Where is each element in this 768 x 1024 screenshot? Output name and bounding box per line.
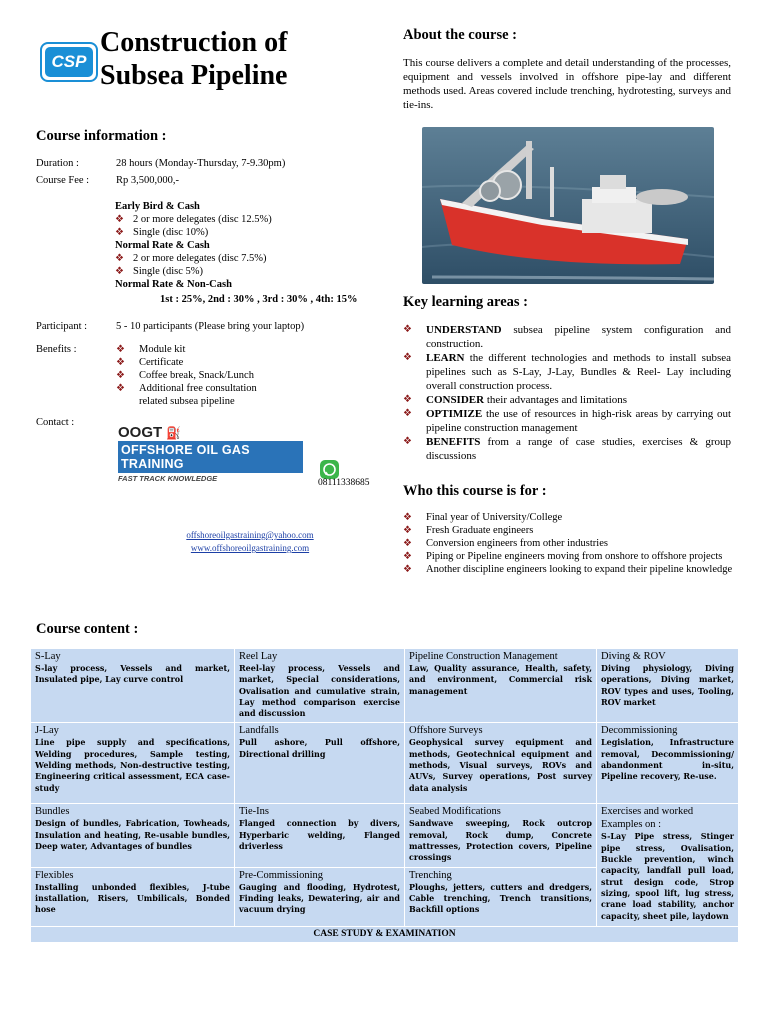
who-list: [403, 511, 733, 576]
who-item: [403, 563, 733, 576]
cell-title: Exercises and worked Examples on :: [601, 806, 694, 831]
normal-cash-item-text: Single (disc 5%): [133, 266, 203, 277]
oogt-brand-top: [118, 424, 306, 441]
table-cell: [31, 804, 235, 867]
cell-text: Sandwave sweeping, Rock outcrop removal, Rock dump, Concrete mattresses, Protection covers, Pipeline crossings: [409, 818, 592, 863]
oogt-brand-name: OFFSHORE OIL GAS TRAINING: [118, 441, 303, 473]
bullet-icon: ❖: [115, 227, 124, 238]
who-item-text: Another discipline engineers looking to expand their pipeline knowledge: [426, 564, 733, 575]
table-cell: [405, 723, 597, 804]
key-learning-heading: Key learning areas :: [403, 294, 528, 310]
normal-cash-item: [115, 252, 376, 265]
bullet-icon: ❖: [403, 408, 412, 419]
table-cell: [235, 867, 405, 926]
email-link[interactable]: offshoreoilgastraining@yahoo.com: [186, 530, 314, 540]
early-bird-item: [115, 213, 376, 226]
normal-cash-item: [115, 265, 376, 278]
table-cell: [31, 723, 235, 804]
key-learning-item: [403, 323, 731, 351]
cell-text: Law, Quality assurance, Health, safety, and environment, Commercial risk management: [409, 663, 592, 696]
who-item-text: Fresh Graduate engineers: [426, 525, 534, 536]
key-learning-keyword: BENEFITS: [426, 436, 481, 448]
cell-title: Bundles: [35, 806, 70, 818]
table-cell: [405, 867, 597, 926]
benefits-row: [36, 343, 376, 408]
who-item: [403, 524, 733, 537]
cell-text: Design of bundles, Fabrication, Towheads, Insulation and heating, Re-usable bundles, Deep water, Advantages of bundles: [35, 818, 230, 852]
course-info-block: [36, 157, 376, 429]
table-cell: [235, 723, 405, 804]
oogt-brand-tagline: FAST TRACK KNOWLEDGE: [118, 474, 218, 483]
early-bird-item: [115, 226, 376, 239]
table-cell: [405, 649, 597, 723]
fee-value: Rp 3,500,000,-: [116, 175, 179, 186]
benefit-text: Coffee break, Snack/Lunch: [139, 370, 254, 381]
contact-label: Contact :: [36, 417, 75, 428]
title-line-2: Subsea Pipeline: [100, 60, 288, 91]
participant-label: Participant :: [36, 321, 88, 332]
table-cell: [597, 649, 739, 723]
key-learning-item: [403, 435, 731, 463]
normal-noncash-title: Normal Rate & Non-Cash: [115, 279, 232, 290]
table-cell: [31, 867, 235, 926]
installments: 1st : 25%, 2nd : 30% , 3rd : 30% , 4th: 15%: [160, 294, 358, 305]
cell-title: Reel Lay: [239, 651, 278, 662]
table-cell: [597, 723, 739, 804]
cell-text: Installing unbonded flexibles, J-tube installation, Risers, Umbilicals, Bonded hose: [35, 881, 230, 915]
cell-title: Trenching: [409, 869, 452, 881]
fee-row: [36, 174, 376, 187]
key-learning-keyword: OPTIMIZE: [426, 408, 483, 420]
website-link[interactable]: www.offshoreoilgastraining.com: [190, 543, 310, 553]
cell-text: Gauging and flooding, Hydrotest, Finding leaks, Dewatering, air and vacuum drying: [239, 881, 400, 915]
duration-value: 28 hours (Monday-Thursday, 7-9.30pm): [116, 158, 286, 169]
cell-title: S-Lay: [35, 651, 61, 662]
key-learning-text: the use of resources in high-risk areas by carrying out pipeline construction management: [426, 408, 731, 434]
bullet-icon: ❖: [403, 525, 412, 536]
cell-text: Line pipe supply and specifications, Welding procedures, Sample testing, Welding methods, Non-destructive testing, Engineering critical assessment, ECA case-study: [35, 737, 230, 793]
table-footer: CASE STUDY & EXAMINATION: [31, 926, 739, 942]
logo-text: CSP: [45, 47, 93, 77]
bullet-icon: ❖: [115, 266, 124, 277]
key-learning-item: [403, 407, 731, 435]
bullet-icon: ❖: [403, 436, 412, 447]
benefit-item: [116, 356, 286, 369]
early-bird-item-text: 2 or more delegates (disc 12.5%): [133, 214, 272, 225]
page-title: [100, 26, 340, 92]
pipelay-vessel-image: [422, 127, 714, 284]
table-cell: [235, 649, 405, 723]
cell-text: S-Lay Pipe stress, Stinger pipe stress, Ovalisation, Buckle prevention, winch capacity, landfall pull load, strut design code, Strop sizing, spool lift, lug stress, crane load stability, anchor capacity, sheet pile, laydown: [601, 831, 734, 921]
who-item-text: Final year of University/College: [426, 512, 563, 523]
pricing-block: [115, 200, 376, 306]
course-content-heading: Course content :: [36, 621, 139, 637]
benefit-text: Certificate: [139, 357, 184, 368]
who-item-text: Piping or Pipeline engineers moving from onshore to offshore projects: [426, 551, 723, 562]
oogt-top-text: OOGT: [118, 424, 163, 441]
who-item: [403, 537, 733, 550]
table-cell: [597, 804, 739, 926]
key-learning-keyword: LEARN: [426, 352, 465, 364]
oogt-logo: [118, 424, 306, 483]
table-row: [31, 649, 739, 723]
bullet-icon: ❖: [403, 551, 412, 562]
bullet-icon: ❖: [115, 214, 124, 225]
rig-icon: ⛽: [166, 426, 182, 440]
cell-text: Diving physiology, Diving operations, Diving market, ROV types and uses, Tooling, ROV market: [601, 663, 734, 707]
course-info-heading: Course information :: [36, 128, 167, 144]
participant-value: 5 - 10 participants (Please bring your laptop): [116, 321, 305, 332]
key-learning-keyword: CONSIDER: [426, 394, 485, 406]
table-footer-row: [31, 926, 739, 942]
contact-links: [160, 528, 340, 554]
cell-text: Legislation, Infrastructure removal, Decommissioning/ abandonment in-situ, Pipeline recovery, Re-use.: [601, 737, 734, 782]
cell-title: Seabed Modifications: [409, 806, 501, 818]
key-learning-text: their advantages and limitations: [484, 394, 628, 406]
key-learning-list: [403, 323, 731, 463]
key-learning-item: [403, 393, 731, 407]
bullet-icon: ❖: [403, 352, 412, 363]
bullet-icon: ❖: [403, 324, 412, 335]
bullet-icon: ❖: [403, 538, 412, 549]
key-learning-text: subsea pipeline system configuration and construction.: [426, 324, 731, 350]
benefit-text: Additional free consultation related subsea pipeline: [139, 383, 257, 407]
cell-title: Landfalls: [239, 725, 279, 737]
cell-text: Reel-lay process, Vessels and market, Special considerations, Ovalisation and cumulative strain, Lay method comparison exercise and discussion: [239, 663, 400, 719]
table-row: [31, 723, 739, 804]
duration-row: [36, 157, 376, 170]
bullet-icon: ❖: [116, 383, 125, 394]
participant-row: [36, 320, 376, 333]
title-line-1: Construction of: [100, 27, 288, 58]
about-heading: About the course :: [403, 27, 517, 43]
cell-title: Flexibles: [35, 869, 74, 881]
key-learning-text: from a range of case studies, exercises & group discussions: [426, 436, 731, 462]
bullet-icon: ❖: [403, 564, 412, 575]
table-row: [31, 804, 739, 867]
cell-text: S-lay process, Vessels and market, Insulated pipe, Lay curve control: [35, 663, 230, 685]
fee-label: Course Fee :: [36, 175, 90, 186]
early-bird-item-text: Single (disc 10%): [133, 227, 209, 238]
key-learning-text: the different technologies and methods to install subsea pipelines such as S-Lay, J-Lay, Bundles & Reel- Lay including overall construction process.: [426, 352, 731, 392]
phone-number: 08111338685: [318, 478, 370, 488]
cell-title: Pipeline Construction Management: [409, 651, 558, 662]
cell-text: Ploughs, jetters, cutters and dredgers, Cable trenching, Trench transitions, Backfill options: [409, 881, 592, 915]
benefits-list: [116, 343, 286, 408]
benefit-item: [116, 369, 286, 382]
cell-title: J-Lay: [35, 725, 59, 737]
csp-logo: [40, 42, 98, 82]
bullet-icon: ❖: [116, 357, 125, 368]
benefits-label: Benefits :: [36, 344, 77, 355]
who-item-text: Conversion engineers from other industries: [426, 538, 608, 549]
who-heading: Who this course is for :: [403, 483, 547, 499]
cell-text: Flanged connection by divers, Hyperbaric welding, Flanged driverless: [239, 818, 400, 852]
who-item: [403, 550, 733, 563]
early-bird-title: Early Bird & Cash: [115, 201, 200, 212]
bullet-icon: ❖: [403, 394, 412, 405]
bullet-icon: ❖: [116, 344, 125, 355]
cell-text: Geophysical survey equipment and methods, Geotechnical equipment and methods, Visual surveys, ROVs and AUVs, Survey operations, Post survey data analysis: [409, 737, 592, 793]
about-text: This course delivers a complete and detail understanding of the processes, equipment and vessels involved in offshore pipe-lay and different methods used. Areas covered include trenching, hydrotesting, surveys and tie-ins.: [403, 57, 731, 111]
table-cell: [31, 649, 235, 723]
key-learning-item: [403, 351, 731, 393]
cell-title: Diving & ROV: [601, 651, 666, 662]
benefit-item: [116, 382, 286, 408]
benefit-text: Module kit: [139, 344, 186, 355]
course-content-table: [30, 648, 739, 943]
normal-cash-title: Normal Rate & Cash: [115, 240, 210, 251]
bullet-icon: ❖: [115, 253, 124, 264]
who-item: [403, 511, 733, 524]
duration-label: Duration :: [36, 158, 79, 169]
table-cell: [405, 804, 597, 867]
cell-text: Pull ashore, Pull offshore, Directional drilling: [239, 737, 400, 759]
table-cell: [235, 804, 405, 867]
cell-title: Decommissioning: [601, 725, 678, 737]
cell-title: Pre-Commissioning: [239, 869, 324, 881]
normal-cash-item-text: 2 or more delegates (disc 7.5%): [133, 253, 267, 264]
benefit-item: [116, 343, 286, 356]
cell-title: Offshore Surveys: [409, 725, 483, 737]
bullet-icon: ❖: [403, 512, 412, 523]
key-learning-keyword: UNDERSTAND: [426, 324, 502, 336]
cell-title: Tie-Ins: [239, 806, 269, 818]
bullet-icon: ❖: [116, 370, 125, 381]
